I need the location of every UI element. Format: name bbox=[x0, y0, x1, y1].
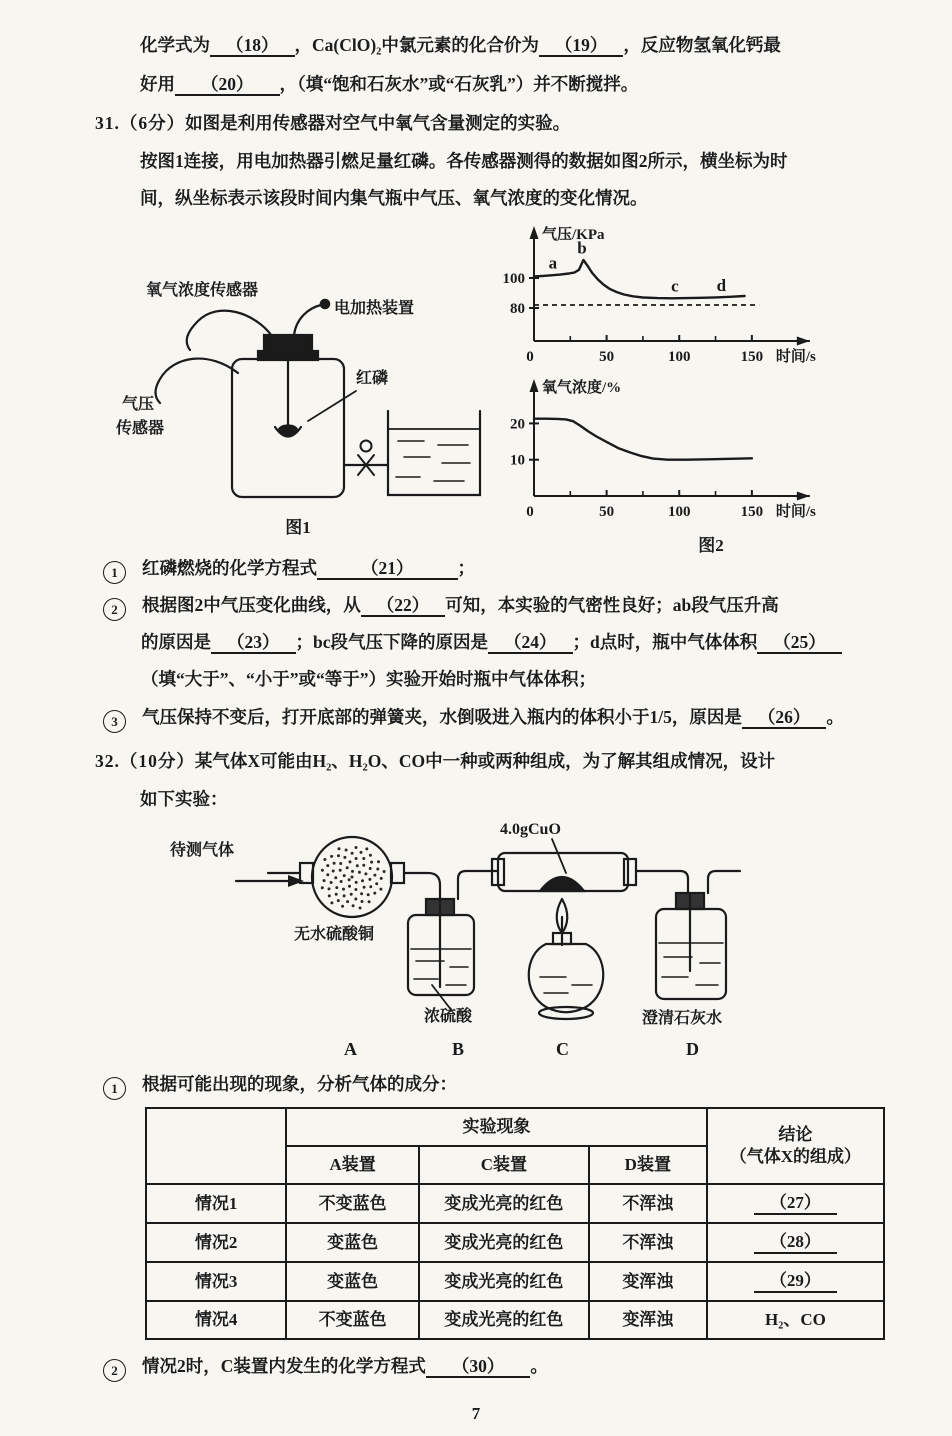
text: 可知，本实验的气密性良好；ab段气压升高 bbox=[445, 595, 779, 615]
subheader-device-c: C装置 bbox=[419, 1146, 589, 1184]
bottle-d-outlet-tube bbox=[708, 871, 740, 893]
label-cuo: 4.0gCuO bbox=[500, 821, 561, 838]
tube-a-to-b bbox=[404, 873, 440, 899]
text: 根据图2中气压变化曲线，从 bbox=[142, 595, 361, 615]
header-conclusion-line-1: 结论 bbox=[778, 1125, 813, 1144]
oxygen-sensor-tube bbox=[187, 311, 272, 350]
device-d-observation: 不浑浊 bbox=[589, 1223, 707, 1262]
pinch-clamp bbox=[358, 441, 374, 476]
svg-text:时间/s: 时间/s bbox=[775, 349, 816, 365]
q32-number: 32. bbox=[95, 751, 120, 771]
figure-1 bbox=[112, 279, 484, 537]
label-test-gas: 待测气体 bbox=[170, 842, 235, 859]
apparatus-letter-a: A bbox=[344, 1039, 357, 1059]
text: 红磷燃烧的化学方程式 bbox=[142, 558, 317, 578]
case-label: 情况3 bbox=[146, 1262, 286, 1301]
apparatus-letter-b: B bbox=[452, 1039, 465, 1059]
text: 如图是利用传感器对空气中氧气含量测定的实验。 bbox=[185, 113, 571, 133]
pressure-chart bbox=[474, 221, 948, 369]
svg-text:氧气浓度/%: 氧气浓度/% bbox=[542, 380, 622, 396]
lamp-fuel bbox=[540, 977, 592, 993]
q32-figure bbox=[0, 821, 952, 1067]
blank-29: （29） bbox=[754, 1271, 837, 1293]
svg-text:b: b bbox=[577, 238, 587, 258]
text: （填“大于”、“小于”或“等于”）实验开始时瓶中气体体积； bbox=[141, 669, 596, 689]
red-phosphorus-sample bbox=[279, 426, 297, 435]
top-line-2 bbox=[0, 65, 952, 104]
header-phenomenon: 实验现象 bbox=[286, 1108, 707, 1146]
subheader-device-a: A装置 bbox=[286, 1146, 419, 1184]
text: ，（填“饱和石灰水”或“石灰乳”）并不断搅拌。 bbox=[279, 74, 639, 94]
text: ； bbox=[457, 558, 475, 578]
blank-28: （28） bbox=[754, 1232, 837, 1254]
q31-stem-line-3 bbox=[0, 180, 952, 217]
device-c-observation: 变成光亮的红色 bbox=[419, 1301, 589, 1339]
device-a-observation: 不变蓝色 bbox=[286, 1301, 419, 1339]
circled-number: 2 bbox=[103, 598, 126, 621]
device-a-observation: 不变蓝色 bbox=[286, 1184, 419, 1223]
blank-22: （22） bbox=[361, 595, 446, 617]
tube-b-to-c bbox=[458, 871, 482, 899]
svg-text:a: a bbox=[548, 253, 558, 273]
q31-item-2-line-2 bbox=[0, 624, 952, 661]
heater-tip bbox=[321, 300, 329, 308]
text: 好用 bbox=[140, 74, 175, 94]
tube-c-stopper-right bbox=[624, 859, 636, 885]
circled-number: 1 bbox=[103, 1077, 126, 1100]
q31-number: 31. bbox=[95, 113, 120, 133]
q32-score: （10分） bbox=[119, 751, 195, 771]
blank-23: （23） bbox=[211, 632, 296, 654]
svg-text:100: 100 bbox=[667, 504, 691, 520]
device-c-observation: 变成光亮的红色 bbox=[419, 1223, 589, 1262]
table-row bbox=[146, 1184, 884, 1223]
heater-wire bbox=[294, 305, 321, 335]
blank-21: （21） bbox=[317, 558, 458, 580]
q31-stem-line-1 bbox=[0, 104, 952, 143]
inlet-arrowhead bbox=[288, 875, 304, 887]
lamp-body bbox=[529, 944, 604, 1012]
blank-19: （19） bbox=[539, 35, 624, 57]
blank-27: （27） bbox=[754, 1193, 837, 1215]
text: 。 bbox=[826, 707, 844, 727]
label-concentrated-sulfuric-acid: 浓硫酸 bbox=[424, 1008, 473, 1025]
table-row bbox=[146, 1223, 884, 1262]
circled-number: 1 bbox=[103, 561, 126, 584]
table-row bbox=[146, 1301, 884, 1339]
label-limewater: 澄清石灰水 bbox=[642, 1010, 723, 1027]
text: ；d点时，瓶中气体体积 bbox=[572, 632, 758, 652]
text: 根据可能出现的现象，分析气体的成分： bbox=[142, 1074, 457, 1094]
figure1-apparatus-drawing bbox=[112, 279, 484, 511]
q31-item-2-line-3 bbox=[0, 661, 952, 698]
device-d-observation: 变浑浊 bbox=[589, 1262, 707, 1301]
q31-item-2-line-1 bbox=[0, 587, 952, 624]
q31-score: （6分） bbox=[119, 113, 186, 133]
svg-text:150: 150 bbox=[740, 349, 764, 365]
conclusion-cell bbox=[707, 1223, 884, 1262]
blank-25: （25） bbox=[757, 632, 842, 654]
blank-26: （26） bbox=[742, 707, 827, 729]
svg-text:100: 100 bbox=[667, 349, 691, 365]
tube-c-to-d bbox=[636, 871, 688, 893]
header-conclusion-line-2: （气体X的组成） bbox=[729, 1147, 862, 1166]
circled-number: 3 bbox=[103, 710, 126, 733]
pressure-sensor-tube bbox=[156, 359, 239, 403]
top-line-1 bbox=[0, 26, 952, 65]
fig1-label-heater: 电加热装置 bbox=[334, 300, 415, 317]
blank-18: （18） bbox=[210, 35, 295, 57]
case-label: 情况1 bbox=[146, 1184, 286, 1223]
device-d-observation: 变浑浊 bbox=[589, 1301, 707, 1339]
page-number: 7 bbox=[471, 1404, 481, 1423]
blank-20: （20） bbox=[175, 74, 280, 96]
subheader-device-d: D装置 bbox=[589, 1146, 707, 1184]
case-label: 情况2 bbox=[146, 1223, 286, 1262]
q32-stem-line-2 bbox=[0, 781, 952, 817]
copper-sulfate-speckles bbox=[321, 846, 386, 910]
device-a-observation: 变蓝色 bbox=[286, 1262, 419, 1301]
text: ；bc段气压下降的原因是 bbox=[295, 632, 488, 652]
cuo-pointer bbox=[552, 839, 566, 873]
table-row bbox=[146, 1262, 884, 1301]
beaker-water-hatching bbox=[396, 441, 470, 481]
svg-text:80: 80 bbox=[510, 301, 525, 317]
fig1-caption: 图1 bbox=[285, 518, 311, 537]
q32-item-1 bbox=[0, 1067, 952, 1101]
oxygen-chart bbox=[474, 374, 948, 524]
svg-text:150: 150 bbox=[740, 504, 764, 520]
svg-text:时间/s: 时间/s bbox=[775, 504, 816, 520]
text: 间，纵坐标表示该段时间内集气瓶中气压、氧气浓度的变化情况。 bbox=[140, 188, 648, 208]
header-empty-cell bbox=[146, 1108, 286, 1184]
conclusion-cell bbox=[707, 1262, 884, 1301]
label-anhydrous-copper-sulfate: 无水硫酸铜 bbox=[294, 926, 375, 943]
q32-item-2 bbox=[0, 1346, 952, 1386]
svg-text:50: 50 bbox=[599, 504, 615, 520]
apparatus-letter-c: C bbox=[556, 1039, 569, 1059]
experiment-results-table bbox=[145, 1107, 885, 1340]
fig2-caption: 图2 bbox=[698, 536, 724, 555]
text: 气压保持不变后，打开底部的弹簧夹，水倒吸进入瓶内的体积小于1/5，原因是 bbox=[142, 707, 742, 727]
q32-apparatus-drawing bbox=[0, 821, 952, 1067]
bottle-stopper-top bbox=[264, 335, 312, 352]
device-a-observation: 变蓝色 bbox=[286, 1223, 419, 1262]
fig1-label-red-phosphorus: 红磷 bbox=[356, 370, 389, 387]
svg-text:50: 50 bbox=[599, 349, 615, 365]
figure-2 bbox=[474, 221, 948, 556]
text: ，反应物氢氧化钙最 bbox=[623, 35, 781, 55]
blank-30: （30） bbox=[426, 1356, 531, 1378]
header-conclusion bbox=[707, 1108, 884, 1184]
text: 某气体X可能由H₂、H₂O、CO中一种或两种组成，为了解其组成情况，设计 bbox=[194, 751, 776, 771]
svg-text:20: 20 bbox=[510, 416, 525, 433]
svg-text:0: 0 bbox=[526, 504, 534, 520]
text: 化学式为 bbox=[140, 35, 210, 55]
svg-text:气压/KPa: 气压/KPa bbox=[542, 227, 605, 243]
svg-text:0: 0 bbox=[526, 349, 534, 365]
device-d-observation: 不浑浊 bbox=[589, 1184, 707, 1223]
q32-stem-line-1 bbox=[0, 742, 952, 781]
text: 的原因是 bbox=[141, 632, 211, 652]
text: 。 bbox=[530, 1356, 548, 1376]
red-phosphorus-pointer bbox=[308, 391, 356, 421]
svg-text:d: d bbox=[716, 275, 727, 295]
text: ，Ca(ClO)₂中氯元素的化合价为 bbox=[294, 35, 539, 55]
svg-text:100: 100 bbox=[502, 271, 525, 287]
svg-text:c: c bbox=[671, 276, 679, 296]
text: 如下实验： bbox=[140, 789, 228, 809]
fig1-label-pressure-sensor-1: 气压 bbox=[122, 396, 155, 413]
device-c-observation: 变成光亮的红色 bbox=[419, 1262, 589, 1301]
case-label: 情况4 bbox=[146, 1301, 286, 1339]
apparatus-letter-d: D bbox=[686, 1039, 699, 1059]
text: 按图1连接，用电加热器引燃足量红磷。各传感器测得的数据如图2所示，横坐标为时 bbox=[140, 151, 788, 171]
device-c-observation: 变成光亮的红色 bbox=[419, 1184, 589, 1223]
circled-number: 2 bbox=[103, 1359, 126, 1382]
svg-text:10: 10 bbox=[510, 452, 525, 469]
fig1-label-pressure-sensor-2: 传感器 bbox=[116, 420, 165, 437]
conclusion-cell: H₂、CO bbox=[707, 1301, 884, 1339]
table-header-row-1 bbox=[146, 1108, 884, 1146]
cuo-heap bbox=[540, 877, 584, 891]
q31-figure-row bbox=[0, 221, 952, 555]
q31-stem-line-2 bbox=[0, 143, 952, 180]
text: 情况2时，C装置内发生的化学方程式 bbox=[142, 1356, 426, 1376]
blank-24: （24） bbox=[488, 632, 573, 654]
conclusion-cell bbox=[707, 1184, 884, 1223]
fig1-label-oxygen-sensor: 氧气浓度传感器 bbox=[146, 282, 259, 299]
q31-item-3 bbox=[0, 698, 952, 736]
beaker bbox=[388, 411, 480, 495]
